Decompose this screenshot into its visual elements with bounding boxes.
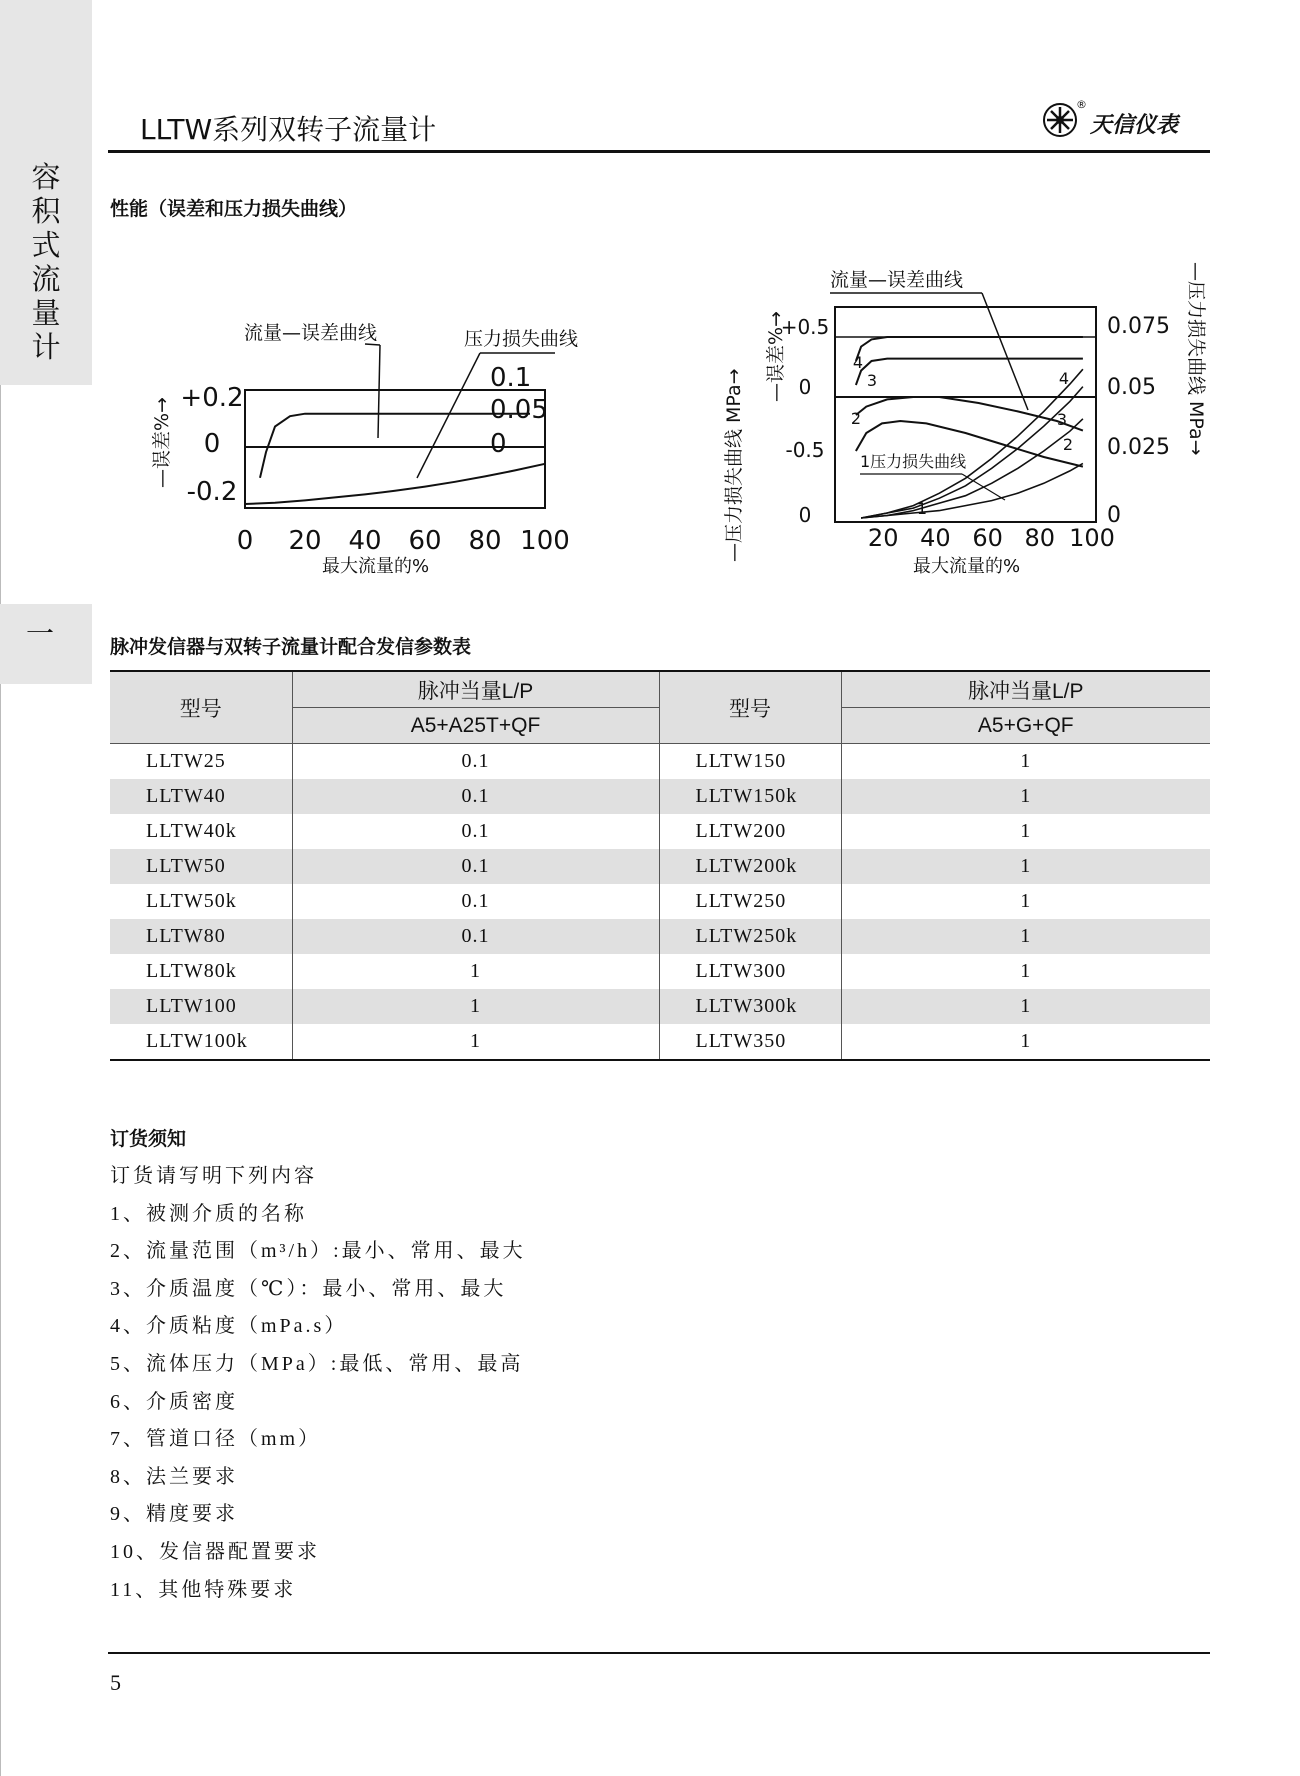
side-category-label: 容积式流量计 <box>31 160 61 364</box>
ordering-list <box>110 1158 526 1609</box>
brand-logo <box>1042 98 1182 142</box>
y-tick-left: 0 <box>798 503 812 527</box>
y-tick-left: -0.2 <box>186 477 238 507</box>
y-axis-label-loss-right: —压力损失曲线 MPa→ <box>1185 262 1207 456</box>
header-model-right: 型号 <box>659 671 841 744</box>
annotation-flow-error: 流量—误差曲线 <box>244 322 378 344</box>
header-pulse-right: 脉冲当量L/P <box>841 671 1210 708</box>
x-tick: 100 <box>1069 524 1115 552</box>
curve-label: 3 <box>1056 410 1068 429</box>
list-item: 1、被测介质的名称 <box>110 1202 307 1225</box>
subheader-right: A5+G+QF <box>841 708 1210 744</box>
table-row: LLTW100k 1 LLTW350 1 <box>110 1024 1210 1060</box>
x-tick: 40 <box>348 526 382 556</box>
y-tick-right: 0 <box>1107 503 1121 528</box>
x-tick: 0 <box>236 526 254 556</box>
table-row: LLTW100 1 LLTW300k 1 <box>110 989 1210 1024</box>
x-tick: 100 <box>520 526 570 556</box>
x-axis-label: 最大流量的% <box>322 556 430 577</box>
ordering-heading: 订货须知 <box>110 1128 187 1150</box>
list-item: 2、流量范围（m³/h）:最小、常用、最大 <box>110 1240 526 1263</box>
error-loss-chart-left <box>140 320 620 580</box>
table-row: LLTW25 0.1 LLTW150 1 <box>110 744 1210 780</box>
y-tick-left: 0 <box>203 429 221 459</box>
table-row: LLTW40 0.1 LLTW150k 1 <box>110 779 1210 814</box>
ordering-intro: 订货请写明下列内容 <box>110 1165 317 1187</box>
y-tick-right: 0.05 <box>490 395 548 425</box>
error-loss-chart-right <box>700 262 1220 582</box>
table-row: LLTW80k 1 LLTW300 1 <box>110 954 1210 989</box>
registered-mark: ® <box>1076 98 1087 111</box>
y-tick-right: 0 <box>490 429 507 459</box>
y-tick-right: 0.1 <box>490 363 532 393</box>
x-tick: 20 <box>867 524 899 552</box>
curve-label: 4 <box>852 353 864 372</box>
x-tick: 20 <box>288 526 322 556</box>
header-rule <box>108 150 1210 153</box>
curve-label: 1 <box>916 499 928 518</box>
x-tick: 80 <box>468 526 502 556</box>
y-tick-right: 0.075 <box>1107 314 1170 339</box>
y-axis-label: —误差%→ <box>151 397 173 488</box>
brand-star-icon <box>1042 102 1078 138</box>
performance-heading: 性能（误差和压力损失曲线） <box>110 198 358 220</box>
annotation-pressure-loss: 压力损失曲线 <box>464 328 579 350</box>
y-tick-right: 0.025 <box>1107 435 1170 460</box>
table-row: LLTW40k 0.1 LLTW200 1 <box>110 814 1210 849</box>
side-dash-label: 一 <box>26 617 55 650</box>
subheader-left: A5+A25T+QF <box>292 708 659 744</box>
series-pressure-loss <box>245 464 545 504</box>
x-axis-label: 最大流量的% <box>913 556 1021 577</box>
x-tick: 40 <box>920 524 951 552</box>
series-error-1 <box>856 397 1083 431</box>
series-error-4 <box>856 337 1083 361</box>
y-axis-label-loss-left: —压力损失曲线 MPa→ <box>723 368 745 562</box>
leader-flow-error <box>365 344 380 345</box>
series-loss-4 <box>861 369 1083 518</box>
curve-label: 3 <box>866 371 878 390</box>
y-tick-left: +0.5 <box>780 315 830 339</box>
list-item: 11、其他特殊要求 <box>110 1578 297 1601</box>
x-tick: 60 <box>408 526 442 556</box>
list-item: 6、介质密度 <box>110 1390 238 1413</box>
curve-label: 2 <box>850 409 862 428</box>
y-tick-left: +0.2 <box>180 383 244 413</box>
x-tick: 80 <box>1024 524 1056 552</box>
y-tick-right: 0.05 <box>1107 375 1156 400</box>
y-tick-left: -0.5 <box>785 438 825 462</box>
list-item: 10、发信器配置要求 <box>110 1540 320 1563</box>
curve-label: 4 <box>1058 369 1070 388</box>
header-model-left: 型号 <box>110 671 292 744</box>
list-item: 3、介质温度（℃）：最小、常用、最大 <box>110 1277 507 1300</box>
header-pulse-left: 脉冲当量L/P <box>292 671 659 708</box>
annotation-flow-error: 流量—误差曲线 <box>830 269 964 291</box>
list-item: 8、法兰要求 <box>110 1465 238 1488</box>
list-item: 9、精度要求 <box>110 1503 238 1526</box>
series-error-3 <box>856 359 1083 385</box>
y-axis-label-error: —误差%→ <box>765 311 787 402</box>
brand-name: 天信仪表 <box>1090 112 1179 138</box>
list-item: 7、管道口径（mm） <box>110 1428 322 1451</box>
y-tick-left: 0 <box>798 375 812 399</box>
table-row: LLTW50k 0.1 LLTW250 1 <box>110 884 1210 919</box>
x-tick: 60 <box>972 524 1003 552</box>
list-item: 5、流体压力（MPa）:最低、常用、最高 <box>110 1352 524 1375</box>
pulse-table-heading: 脉冲发信器与双转子流量计配合发信参数表 <box>110 636 472 658</box>
table-row: LLTW50 0.1 LLTW200k 1 <box>110 849 1210 884</box>
table-row: LLTW80 0.1 LLTW250k 1 <box>110 919 1210 954</box>
footer-rule <box>108 1652 1210 1654</box>
pulse-parameter-table <box>110 670 1210 1061</box>
list-item: 4、介质粘度（mPa.s） <box>110 1315 348 1338</box>
curve-label: 2 <box>1062 435 1074 454</box>
series-loss-1 <box>861 463 1083 518</box>
page-number: 5 <box>110 1670 121 1695</box>
annotation-loss-1: 1压力损失曲线 <box>860 452 967 471</box>
page-title: LLTW系列双转子流量计 <box>140 113 437 146</box>
